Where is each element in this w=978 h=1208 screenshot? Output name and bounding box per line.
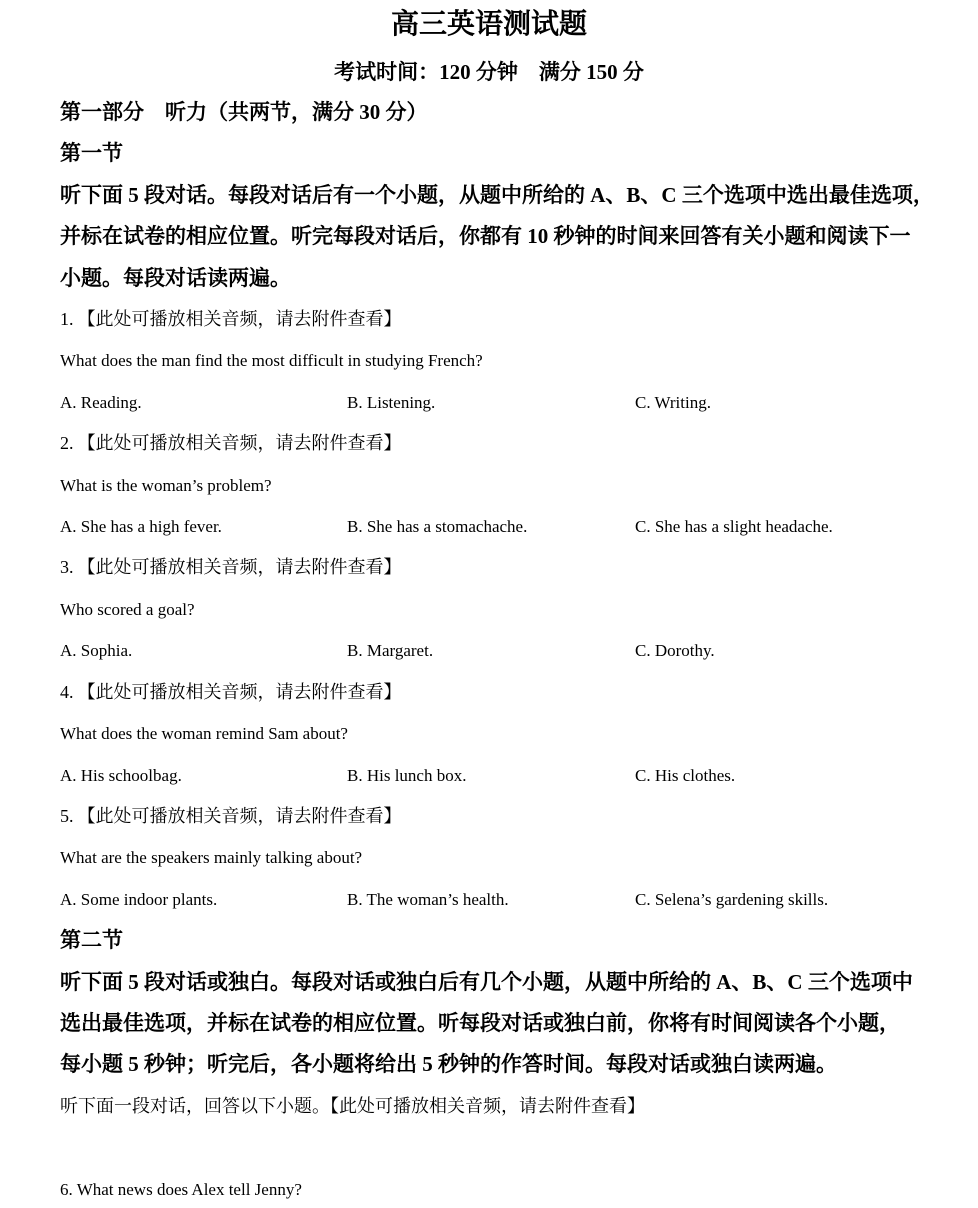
section-2-group-note: 听下面一段对话，回答以下小题。【此处可播放相关音频，请去附件查看】 (60, 1095, 645, 1116)
question-5-option-c: C. Selena’s gardening skills. (635, 889, 829, 909)
exam-info: 考试时间：120 分钟 满分 150 分 (334, 60, 644, 84)
question-1-text: What does the man find the most difficult in studying French? (60, 351, 483, 371)
section-2-instruction-line-3: 每小题 5 秒钟；听完后，各小题将给出 5 秒钟的作答时间。每段对话或独白读两遍。 (60, 1052, 837, 1077)
question-2-options (60, 506, 970, 547)
question-3-number: 3. (60, 557, 74, 578)
question-6-text: 6. What news does Alex tell Jenny? (60, 1179, 302, 1199)
question-2-number: 2. (60, 433, 74, 454)
question-2-option-c: C. She has a slight headache. (635, 517, 833, 537)
question-1-options (60, 382, 970, 423)
section-1-heading: 第一节 (60, 141, 123, 166)
question-3-audio-note: 【此处可播放相关音频，请去附件查看】 (77, 557, 402, 578)
question-1-audio-line (60, 299, 970, 340)
question-2-option-a: A. She has a high fever. (60, 517, 222, 537)
question-5-option-a: A. Some indoor plants. (60, 889, 218, 909)
question-4-options (60, 755, 970, 796)
part-1-heading: 第一部分 听力（共两节，满分 30 分） (60, 100, 428, 124)
question-5-number: 5. (60, 805, 74, 826)
question-4-number: 4. (60, 681, 74, 702)
question-3-option-a: A. Sophia. (60, 641, 133, 661)
question-4-option-c: C. His clothes. (635, 765, 736, 785)
question-1-option-c: C. Writing. (635, 392, 711, 412)
question-4-option-b: B. His lunch box. (347, 765, 467, 785)
question-4-text: What does the woman remind Sam about? (60, 724, 348, 744)
section-1-instruction-line-3: 小题。每段对话读两遍。 (60, 265, 291, 290)
section-2-instruction-line-1: 听下面 5 段对话或独白。每段对话或独白后有几个小题，从题中所给的 A、B、C 三个选项中 (60, 969, 913, 994)
section-1-instruction-line-2: 并标在试卷的相应位置。听完每段对话后，你都有 10 秒钟的时间来回答有关小题和阅读下一 (60, 224, 911, 249)
question-2-audio-line (60, 423, 970, 464)
question-1-audio-note: 【此处可播放相关音频，请去附件查看】 (77, 309, 402, 330)
question-2-option-b: B. She has a stomachache. (347, 517, 528, 537)
question-4-option-a: A. His schoolbag. (60, 765, 182, 785)
section-2-instruction-line-2: 选出最佳选项，并标在试卷的相应位置。听每段对话或独白前，你将有时间阅读各个小题， (60, 1010, 900, 1035)
blank-space (60, 1127, 970, 1173)
question-2-audio-note: 【此处可播放相关音频，请去附件查看】 (77, 433, 402, 454)
section-1-instruction-line-1: 听下面 5 段对话。每段对话后有一个小题，从题中所给的 A、B、C 三个选项中选出最佳选项， (60, 182, 934, 207)
question-5-text: What are the speakers mainly talking about? (60, 848, 363, 868)
question-3-option-b: B. Margaret. (347, 641, 434, 661)
question-3-option-c: C. Dorothy. (635, 641, 715, 661)
exam-title: 高三英语测试题 (390, 9, 587, 40)
question-1-number: 1. (60, 309, 74, 330)
question-3-audio-line (60, 547, 970, 588)
section-2-heading: 第二节 (60, 928, 123, 953)
question-5-option-b: B. The woman’s health. (347, 889, 509, 909)
question-3-options (60, 630, 970, 671)
question-1-option-b: B. Listening. (347, 392, 436, 412)
exam-content (60, 92, 970, 1207)
question-4-audio-line (60, 672, 970, 713)
question-2-text: What is the woman’s problem? (60, 475, 272, 495)
question-5-options (60, 879, 970, 920)
question-5-audio-line (60, 796, 970, 837)
question-3-text: Who scored a goal? (60, 599, 195, 619)
question-4-audio-note: 【此处可播放相关音频，请去附件查看】 (77, 681, 402, 702)
question-5-audio-note: 【此处可播放相关音频，请去附件查看】 (77, 805, 402, 826)
question-1-option-a: A. Reading. (60, 392, 142, 412)
